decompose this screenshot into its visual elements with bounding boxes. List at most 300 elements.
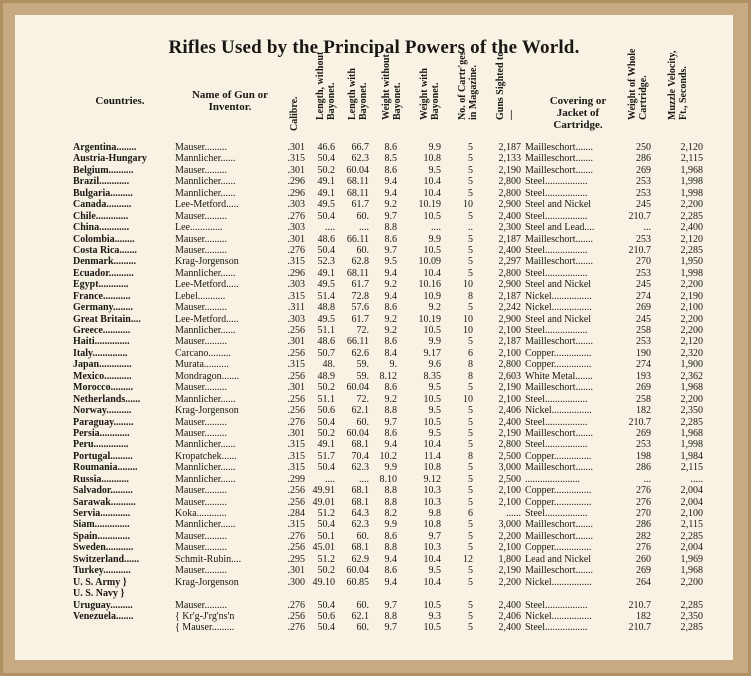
country-cell: Spain............. [73, 530, 130, 542]
length-with-cell: 64.3 [351, 508, 369, 519]
length-with-cell: 68.11 [346, 176, 369, 188]
length-with-cell: 68.1 [351, 542, 369, 554]
covering-cell: Steel................. [525, 439, 588, 451]
velocity-cell: 2,285 [680, 416, 703, 428]
calibre-cell: .256 [287, 325, 305, 336]
header-length-without-bayonet: Length, without Bayonet. [315, 51, 337, 120]
weight-without-cell: 8.4 [384, 347, 397, 359]
table-row [15, 325, 733, 336]
cartridge-weight-cell: 253 [636, 176, 651, 188]
cartridges-cell: 10 [463, 199, 473, 211]
weight-without-cell: 8.8 [384, 485, 397, 497]
length-without-cell: 49.5 [317, 279, 335, 291]
weight-with-cell: 10.16 [418, 279, 441, 291]
sighted-cell: 2,800 [498, 359, 521, 371]
table-row [15, 176, 733, 187]
weight-without-cell: 9.4 [384, 576, 397, 588]
length-with-cell: 66.7 [351, 142, 369, 153]
header-weight-without-bayonet: Weight without Bayonet. [381, 54, 403, 120]
gun-cell: Mauser......... [175, 142, 227, 153]
country-cell: Turkey........... [73, 565, 131, 577]
cartridge-weight-cell: 258 [636, 393, 651, 405]
velocity-cell: 1,998 [680, 439, 703, 451]
weight-with-cell: 9.5 [428, 382, 441, 394]
gun-cell: { Kr'g-J'rg'ns'n { Mauser......... [175, 610, 235, 634]
length-with-cell: 62.3 [351, 153, 369, 165]
cartridge-weight-cell: 286 [636, 519, 651, 531]
gun-cell: Mannlicher...... [175, 267, 236, 279]
cartridges-cell: 5 [468, 542, 473, 554]
cartridge-weight-cell: 253 [636, 439, 651, 451]
cartridges-cell: 5 [468, 244, 473, 256]
velocity-cell: 2,200 [680, 313, 703, 325]
sighted-cell: 2,200 [498, 576, 521, 588]
length-with-cell: 60.85 [346, 576, 369, 588]
length-without-cell: 51.1 [317, 325, 335, 336]
cartridges-cell: 8 [468, 450, 473, 462]
length-without-cell: 50.2 [317, 164, 335, 176]
length-without-cell: 49.5 [317, 313, 335, 325]
calibre-cell: .301 [287, 427, 305, 439]
covering-cell: Steel................. [525, 393, 588, 405]
weight-with-cell: 10.8 [423, 519, 441, 531]
covering-cell: Steel................. [525, 244, 588, 256]
weight-with-cell: 9.12 [423, 473, 441, 485]
sighted-cell: 2,800 [498, 176, 521, 188]
header-col-weight-with [419, 70, 453, 142]
weight-without-cell: 8.8 [384, 496, 397, 508]
sighted-cell: 2,500 [498, 450, 521, 462]
covering-cell: ...................... [525, 473, 580, 485]
calibre-cell: .299 [287, 473, 305, 485]
table-row [15, 211, 733, 222]
table-row [15, 279, 733, 290]
header-cartridges-in-magazine: No. of Cartr'ges in Magazine. [457, 51, 479, 120]
cartridges-cell: 5 [468, 233, 473, 245]
cartridge-weight-cell: 250 [636, 142, 651, 153]
weight-with-cell: .... [431, 222, 441, 234]
covering-cell: Mailleschort....... [525, 336, 594, 348]
cartridge-weight-cell: 253 [636, 267, 651, 279]
weight-with-cell: 10.5 [423, 393, 441, 405]
sighted-cell: 2,800 [498, 187, 521, 199]
length-without-cell: 49.5 [317, 199, 335, 211]
calibre-cell: .296 [287, 176, 305, 188]
velocity-cell: 2,400 [680, 222, 703, 234]
sighted-cell: 2,190 [498, 427, 521, 439]
calibre-cell: .296 [287, 187, 305, 199]
cartridges-cell: 12 [463, 553, 473, 565]
cartridges-cell: 5 [468, 336, 473, 348]
gun-cell: Lee-Metford..... [175, 279, 239, 291]
cartridges-cell: 5 [468, 439, 473, 451]
length-without-cell: 50.4 [317, 599, 335, 611]
calibre-cell: .303 [287, 222, 305, 234]
calibre-cell: .256 [287, 496, 305, 508]
covering-cell: Copper............... [525, 450, 592, 462]
country-cell: Belgium.......... [73, 164, 134, 176]
cartridge-weight-cell: 210.7 [628, 599, 651, 611]
covering-cell: Steel and Nickel [525, 199, 592, 211]
weight-with-cell: 10.4 [423, 576, 441, 588]
weight-with-cell: 10.5 [423, 210, 441, 222]
country-cell: Italy.............. [73, 347, 128, 359]
covering-cell: Steel................. [525, 210, 588, 222]
length-with-cell: 66.11 [346, 336, 369, 348]
cartridge-weight-cell: 258 [636, 325, 651, 336]
length-without-cell: 51.4 [317, 290, 335, 302]
cartridge-weight-cell: 276 [636, 496, 651, 508]
gun-cell: Mauser......... [175, 530, 227, 542]
gun-cell: Kropatchek...... [175, 450, 237, 462]
cartridges-cell: 5 [468, 485, 473, 497]
country-cell: Haiti.............. [73, 336, 130, 348]
calibre-cell: .315 [287, 462, 305, 474]
weight-with-cell: 9.9 [428, 336, 441, 348]
weight-with-cell: 9.2 [428, 302, 441, 314]
weight-with-cell: 10.3 [423, 542, 441, 554]
length-with-cell: 62.8 [351, 256, 369, 268]
cartridges-cell: 5 [468, 142, 473, 153]
picture-frame [3, 3, 748, 673]
weight-without-cell: 9.5 [384, 256, 397, 268]
sighted-cell: 2,406 2,400 [498, 610, 521, 634]
cartridge-weight-cell: 276 [636, 542, 651, 554]
table-row [15, 314, 733, 325]
gun-cell: Mannlicher...... [175, 519, 236, 531]
country-cell: Uruguay......... [73, 599, 133, 611]
weight-without-cell: 8.6 [384, 142, 397, 153]
header-muzzle-velocity: Muzzle Velocity, Ft., Seconds. [667, 50, 689, 120]
velocity-cell: 2,200 [680, 279, 703, 291]
document-page [15, 15, 733, 660]
weight-without-cell: 9.4 [384, 290, 397, 302]
sighted-cell: ...... [506, 508, 521, 519]
cartridges-cell: 5 [468, 164, 473, 176]
table-row [15, 394, 733, 405]
weight-with-cell: 8.35 [423, 370, 441, 382]
covering-cell: Steel and Nickel [525, 313, 592, 325]
cartridges-cell: 5 [468, 530, 473, 542]
calibre-cell: .303 [287, 313, 305, 325]
header-countries: Countries. [95, 95, 145, 107]
length-with-cell: 62.1 60. [351, 610, 369, 634]
covering-cell: Nickel................ [525, 290, 592, 302]
cartridge-weight-cell: 253 [636, 187, 651, 199]
length-with-cell: 61.7 [351, 199, 369, 211]
gun-cell: Mauser......... [175, 164, 227, 176]
table-row [15, 188, 733, 199]
weight-without-cell: 8.6 [384, 233, 397, 245]
length-with-cell: .... [359, 473, 369, 485]
velocity-cell: ..... [690, 473, 703, 485]
country-cell: Netherlands...... [73, 393, 141, 405]
country-cell: Denmark......... [73, 256, 137, 268]
header-col-length-without [315, 51, 339, 142]
sighted-cell: 2,187 [498, 142, 521, 153]
length-without-cell: 45.01 [312, 542, 335, 554]
length-with-cell: 60.04 [346, 164, 369, 176]
length-without-cell: 49.01 [312, 496, 335, 508]
country-cell: Sarawak.......... [73, 496, 136, 508]
country-cell: Siam.............. [73, 519, 130, 531]
cartridge-weight-cell: 282 [636, 530, 651, 542]
cartridge-weight-cell: 270 [636, 508, 651, 519]
calibre-cell: .303 [287, 279, 305, 291]
weight-without-cell: 8.6 [384, 336, 397, 348]
table-row [15, 222, 733, 233]
cartridges-cell: 10 [463, 325, 473, 336]
calibre-cell: .276 [287, 210, 305, 222]
calibre-cell: .256 [287, 542, 305, 554]
length-without-cell: 50.4 [317, 153, 335, 165]
length-with-cell: 62.3 [351, 519, 369, 531]
cartridge-weight-cell: 210.7 [628, 416, 651, 428]
length-without-cell: 49.10 [312, 576, 335, 588]
length-without-cell: 48.8 [317, 302, 335, 314]
velocity-cell: 2,362 [680, 370, 703, 382]
weight-without-cell: 9.7 [384, 416, 397, 428]
cartridges-cell: 5 [468, 302, 473, 314]
cartridge-weight-cell: 190 [636, 347, 651, 359]
length-without-cell: 50.4 [317, 210, 335, 222]
cartridges-cell: 5 [468, 427, 473, 439]
length-with-cell: .... [359, 222, 369, 234]
weight-with-cell: 10.9 [423, 290, 441, 302]
table-row [15, 417, 733, 428]
velocity-cell: 2,200 [680, 393, 703, 405]
gun-cell: Mauser......... [175, 416, 227, 428]
length-without-cell: 46.6 [317, 142, 335, 153]
cartridge-weight-cell: 264 [636, 576, 651, 588]
length-with-cell: 66.11 [346, 233, 369, 245]
gun-cell: Mauser......... [175, 233, 227, 245]
length-without-cell: 50.1 [317, 530, 335, 542]
table-row [15, 439, 733, 450]
country-cell: Colombia........ [73, 233, 135, 245]
sighted-cell: 2,100 [498, 325, 521, 336]
length-without-cell: 49.1 [317, 439, 335, 451]
velocity-cell: 1,998 [680, 176, 703, 188]
velocity-cell: 2,100 [680, 508, 703, 519]
gun-cell: Mannlicher...... [175, 325, 236, 336]
country-cell: Mexico........... [73, 370, 132, 382]
length-with-cell: 68.1 [351, 439, 369, 451]
country-cell: Argentina........ [73, 142, 137, 153]
cartridges-cell: 5 [468, 256, 473, 268]
table-row [15, 256, 733, 267]
weight-with-cell: 9.3 10.5 [423, 610, 441, 634]
length-with-cell: 59. [356, 359, 369, 371]
country-cell: Servia............ [73, 508, 131, 519]
gun-cell: Mannlicher...... [175, 176, 236, 188]
length-without-cell: 50.2 [317, 565, 335, 577]
covering-cell: Mailleschort....... [525, 462, 594, 474]
sighted-cell: 2,400 [498, 244, 521, 256]
gun-cell: Mannlicher...... [175, 439, 236, 451]
cartridge-weight-cell: 245 [636, 313, 651, 325]
weight-with-cell: 10.3 [423, 496, 441, 508]
length-with-cell: 72.8 [351, 290, 369, 302]
cartridges-cell: .. [468, 222, 473, 234]
cartridges-cell: 5 [468, 599, 473, 611]
covering-cell: Steel and Lead.... [525, 222, 595, 234]
weight-without-cell: 9.9 [384, 462, 397, 474]
length-without-cell: 49.91 [312, 485, 335, 497]
velocity-cell: 2,100 [680, 302, 703, 314]
length-without-cell: 48. [322, 359, 335, 371]
cartridge-weight-cell: 274 [636, 290, 651, 302]
covering-cell: Nickel................ Steel................. [525, 610, 592, 634]
cartridge-weight-cell: 269 [636, 302, 651, 314]
cartridges-cell: 10 [463, 393, 473, 405]
velocity-cell: 2,004 [680, 485, 703, 497]
weight-without-cell: 10.2 [379, 450, 397, 462]
sighted-cell: 2,603 [498, 370, 521, 382]
gun-cell: Krag-Jorgenson [175, 576, 239, 588]
calibre-cell: .256 [287, 485, 305, 497]
header-weight-of-cartridge: Weight of Whole Cartridge. [627, 48, 649, 120]
country-cell: Japan............. [73, 359, 132, 371]
weight-with-cell: 10.8 [423, 462, 441, 474]
weight-with-cell: 10.4 [423, 439, 441, 451]
calibre-cell: .315 [287, 439, 305, 451]
gun-cell: Mauser......... [175, 382, 227, 394]
header-col-calibre [289, 70, 303, 142]
table-row [15, 153, 733, 164]
weight-without-cell: 9.4 [384, 439, 397, 451]
weight-without-cell: 9.4 [384, 553, 397, 565]
sighted-cell: 2,406 [498, 405, 521, 417]
velocity-cell: 2,115 [680, 153, 703, 165]
calibre-cell: .301 [287, 382, 305, 394]
velocity-cell: 2,285 [680, 530, 703, 542]
gun-cell: Mauser......... [175, 485, 227, 497]
calibre-cell: .301 [287, 233, 305, 245]
table-row [15, 268, 733, 279]
country-cell: U. S. Army } U. S. Navy } [73, 576, 127, 600]
calibre-cell: .256 [287, 370, 305, 382]
table-row [15, 348, 733, 359]
gun-cell: Koka............ [175, 508, 227, 519]
velocity-cell: 2,200 [680, 576, 703, 588]
velocity-cell: 2,285 [680, 210, 703, 222]
country-cell: Sweden........... [73, 542, 134, 554]
country-cell: Costa Rica....... [73, 244, 137, 256]
length-with-cell: 60.04 [346, 427, 369, 439]
covering-cell: Mailleschort....... [525, 530, 594, 542]
velocity-cell: 2,200 [680, 199, 703, 211]
country-cell: Bulgaria......... [73, 187, 133, 199]
calibre-cell: .284 [287, 508, 305, 519]
length-without-cell: 50.2 [317, 382, 335, 394]
table-row [15, 451, 733, 462]
calibre-cell: .301 [287, 142, 305, 153]
length-with-cell: 57.6 [351, 302, 369, 314]
header-covering: Covering or Jacket of Cartridge. [549, 95, 607, 131]
table-row [15, 565, 733, 576]
covering-cell: Steel................. [525, 416, 588, 428]
covering-cell: Mailleschort....... [525, 427, 594, 439]
country-cell: Great Britain.... [73, 313, 141, 325]
cartridge-weight-cell: 193 [636, 370, 651, 382]
cartridge-weight-cell: 210.7 [628, 244, 651, 256]
covering-cell: Copper............... [525, 496, 592, 508]
header-weight-with-bayonet: Weight with Bayonet. [419, 68, 441, 120]
country-cell: Venezuela....... [73, 610, 134, 622]
table-row [15, 165, 733, 176]
table-row [15, 531, 733, 542]
sighted-cell: 2,187 [498, 336, 521, 348]
table-row [15, 291, 733, 302]
sighted-cell: 3,000 [498, 519, 521, 531]
length-with-cell: 72. [356, 393, 369, 405]
header-col-cartridge-weight [627, 48, 663, 142]
table-row [15, 245, 733, 256]
velocity-cell: 2,320 [680, 347, 703, 359]
calibre-cell: .276 [287, 530, 305, 542]
covering-cell: Mailleschort....... [525, 164, 594, 176]
calibre-cell: .315 [287, 519, 305, 531]
length-without-cell: 50.6 50.4 [317, 610, 335, 634]
length-without-cell: 48.6 [317, 233, 335, 245]
cartridges-cell: 5 [468, 267, 473, 279]
weight-with-cell: 10.4 [423, 187, 441, 199]
gun-cell: Mauser......... [175, 336, 227, 348]
weight-without-cell: 9.7 [384, 244, 397, 256]
cartridge-weight-cell: 182 210.7 [628, 610, 651, 634]
country-cell: Canada.......... [73, 199, 132, 211]
length-without-cell: 51.1 [317, 393, 335, 405]
length-without-cell: 51.2 [317, 508, 335, 519]
weight-without-cell: 8.8 9.7 [384, 610, 397, 634]
length-with-cell: 59. [356, 370, 369, 382]
sighted-cell: 2,400 [498, 416, 521, 428]
country-cell: Peru.............. [73, 439, 129, 451]
calibre-cell: .301 [287, 336, 305, 348]
gun-cell: Mauser......... [175, 542, 227, 554]
table-row [15, 485, 733, 496]
cartridges-cell: 5 [468, 473, 473, 485]
cartridges-cell: 8 [468, 370, 473, 382]
calibre-cell: .303 [287, 199, 305, 211]
covering-cell: Lead and Nickel [525, 553, 592, 565]
cartridge-weight-cell: 253 [636, 233, 651, 245]
weight-without-cell: 9.4 [384, 176, 397, 188]
sighted-cell: 2,800 [498, 267, 521, 279]
weight-without-cell: 8.8 [384, 222, 397, 234]
velocity-cell: 1,900 [680, 359, 703, 371]
country-cell: Persia............ [73, 427, 130, 439]
cartridge-weight-cell: 182 [636, 405, 651, 417]
weight-without-cell: 9.9 [384, 519, 397, 531]
gun-cell: Murata.......... [175, 359, 229, 371]
covering-cell: Mailleschort....... [525, 142, 594, 153]
gun-cell: Mannlicher...... [175, 153, 236, 165]
velocity-cell: 2,200 [680, 325, 703, 336]
table-row [15, 359, 733, 370]
table-row [15, 497, 733, 508]
covering-cell: Copper............... [525, 359, 592, 371]
length-without-cell: 50.4 [317, 416, 335, 428]
weight-without-cell: 8.6 [384, 302, 397, 314]
weight-with-cell: 9.6 [428, 359, 441, 371]
calibre-cell: .315 [287, 450, 305, 462]
cartridges-cell: 6 [468, 508, 473, 519]
weight-with-cell: 10.4 [423, 176, 441, 188]
weight-with-cell: 10.3 [423, 485, 441, 497]
table-row [15, 382, 733, 393]
